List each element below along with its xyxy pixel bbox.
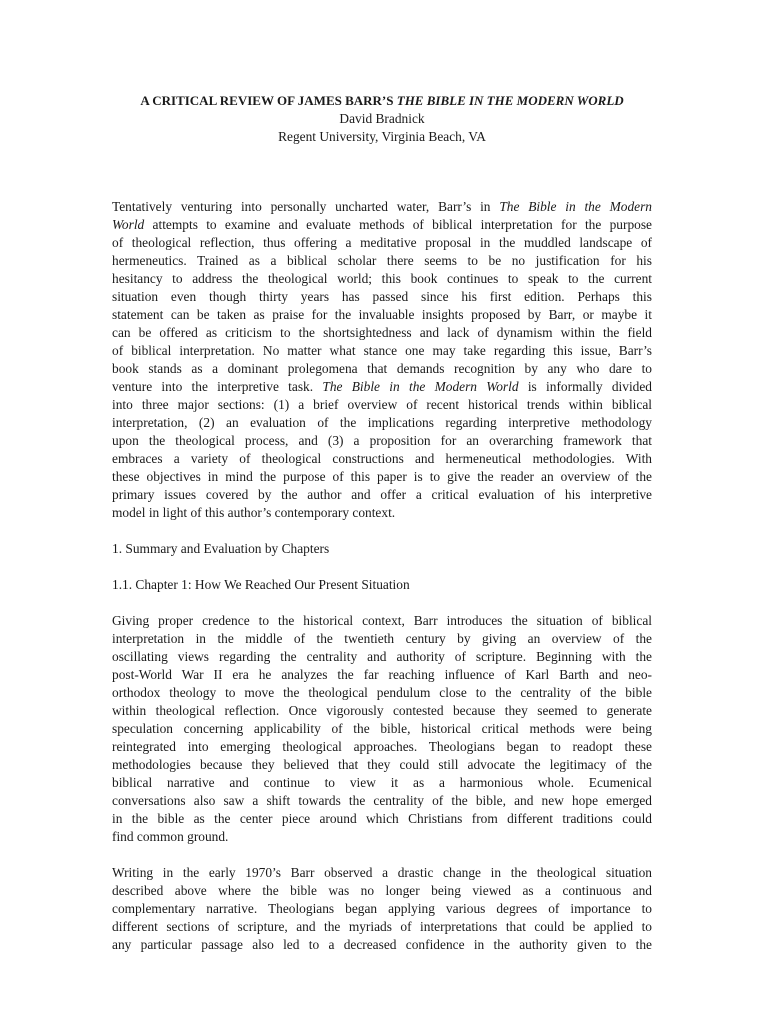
text-segment: Tentatively venturing into personally uncharted water, Barr’s in (112, 199, 500, 214)
text-segment: situation even though thirty years has passed since his first edition. Perhaps this (112, 289, 652, 304)
text-line: Giving proper credence to the historical context, Barr introduces the situation of biblical (112, 613, 652, 628)
text-line (112, 216, 652, 234)
text-segment: these objectives in mind the purpose of this paper is to give the reader an overview of the (112, 469, 652, 484)
text-segment: hermeneutics. Trained as a biblical scholar there seems to be no justification for his (112, 253, 652, 268)
text-segment: model in light of this author’s contemporary context. (112, 505, 396, 520)
text-line (112, 342, 652, 360)
text-segment: primary issues covered by the author and offer a critical evaluation of his interpretive (112, 487, 652, 502)
text-segment: of biblical interpretation. No matter what stance one may take regarding this issue, Barr’s (112, 343, 652, 358)
intro-paragraph (112, 198, 652, 522)
text-segment: upon the theological process, and (3) a proposition for an overarching framework that (112, 433, 652, 448)
author-name: David Bradnick (339, 111, 425, 126)
text-segment: attempts to examine and evaluate methods of biblical interpretation for the purpose (144, 217, 652, 232)
text-line (112, 252, 652, 270)
text-segment: into three major sections: (1) a brief overview of recent historical trends within biblical (112, 397, 652, 412)
text-line (112, 378, 652, 396)
text-line (112, 360, 652, 378)
text-line (112, 414, 652, 432)
text-line: orthodox theology to move the theological pendulum close to the centrality of the bible (112, 685, 652, 700)
text-line: speculation concerning applicability of the bible, historical critical methods were being (112, 721, 652, 736)
text-line: biblical narrative and continue to view it as a harmonious whole. Ecumenical (112, 775, 652, 790)
paper-title (112, 92, 652, 110)
text-line (112, 288, 652, 306)
subsection-heading: 1.1. Chapter 1: How We Reached Our Present Situation (112, 577, 410, 592)
text-line (112, 468, 652, 486)
text-line: any particular passage also led to a decreased confidence in the authority given to the (112, 937, 652, 952)
text-line: interpretation in the middle of the twentieth century by giving an overview of the (112, 631, 652, 646)
text-segment: book stands as a dominant prolegomena that demands recognition by any who dare to (112, 361, 652, 376)
section-heading: 1. Summary and Evaluation by Chapters (112, 541, 330, 556)
text-segment: can be offered as criticism to the shortsightedness and lack of dynamism within the field (112, 325, 652, 340)
chapter-summary-paragraph (112, 612, 652, 846)
text-segment: hesitancy to address the theological world; this book continues to speak to the current (112, 271, 652, 286)
text-line: different sections of scripture, and the myriads of interpretations that could be applied to (112, 919, 652, 934)
text-segment: venture into the interpretive task. (112, 379, 323, 394)
text-line: post-World War II era he analyzes the far reaching influence of Karl Barth and neo- (112, 667, 652, 682)
text-line: within theological reflection. Once vigorously contested because they seemed to generate (112, 703, 652, 718)
text-line: in the bible as the center piece around which Christians from different traditions could (112, 811, 652, 826)
text-segment: of theological reflection, thus offering a meditative proposal in the muddled landscape of (112, 235, 652, 250)
text-line: described above where the bible was no longer being viewed as a continuous and (112, 883, 652, 898)
italic-text: World (112, 217, 145, 232)
text-line: find common ground. (112, 829, 229, 844)
text-line (112, 450, 652, 468)
text-line (112, 234, 652, 252)
text-segment: interpretation, (2) an evaluation of the implications regarding interpretive methodology (112, 415, 652, 430)
text-line (112, 270, 652, 288)
text-line: Writing in the early 1970’s Barr observed a drastic change in the theological situation (112, 865, 652, 880)
paper-title-book: THE BIBLE IN THE MODERN WORLD (396, 93, 624, 108)
text-line (112, 306, 652, 324)
text-line (112, 432, 652, 450)
author-affiliation: Regent University, Virginia Beach, VA (278, 129, 486, 144)
document-page (112, 92, 652, 954)
text-segment: embraces a variety of theological constructions and hermeneutical methodologies. With (112, 451, 652, 466)
text-line: reintegrated into emerging theological approaches. Theologians began to readopt these (112, 739, 652, 754)
text-line: conversations also saw a shift towards the centrality of the bible, and new hope emerged (112, 793, 652, 808)
text-line (112, 504, 652, 522)
text-line: methodologies because they believed that they could still advocate the legitimacy of the (112, 757, 652, 772)
italic-text: The Bible in the Modern World (322, 379, 519, 394)
text-segment: statement can be taken as praise for the invaluable insights proposed by Barr, or maybe it (112, 307, 652, 322)
text-line (112, 198, 652, 216)
text-line (112, 396, 652, 414)
text-segment: is informally divided (518, 379, 653, 394)
italic-text: The Bible in the Modern (499, 199, 653, 214)
text-line: complementary narrative. Theologians began applying various degrees of importance to (112, 901, 652, 916)
text-line: oscillating views regarding the centrality and authority of scripture. Beginning with the (112, 649, 652, 664)
text-line (112, 486, 652, 504)
text-line (112, 324, 652, 342)
observation-paragraph (112, 864, 652, 954)
title-block (112, 92, 652, 146)
paper-title-prefix: A CRITICAL REVIEW OF JAMES BARR’S (140, 93, 397, 108)
